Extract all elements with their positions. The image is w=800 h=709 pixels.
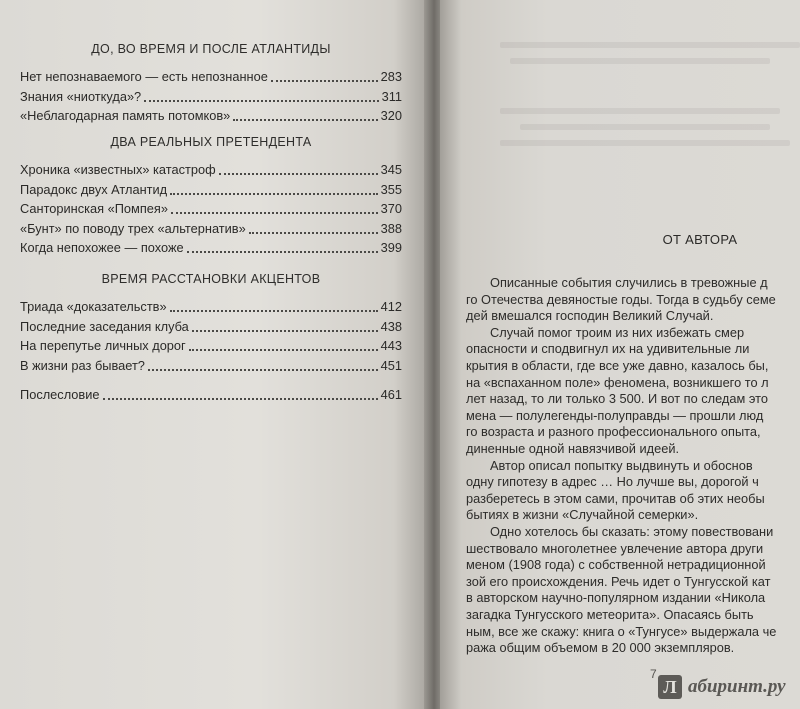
text-line: загадка Тунгусского метеорита». Опасаясь быть bbox=[466, 607, 754, 622]
toc-entry-page: 399 bbox=[380, 240, 402, 255]
toc-entry bbox=[20, 88, 402, 106]
text-line: разберетесь в этом сами, прочитав об этих необы bbox=[466, 490, 765, 506]
toc-entry-page: 345 bbox=[380, 162, 402, 177]
toc-entry bbox=[20, 161, 402, 179]
toc-entry-page: 283 bbox=[380, 69, 402, 84]
toc-entry-title: «Бунт» по поводу трех «альтернатив» bbox=[20, 220, 246, 236]
labirint-watermark bbox=[658, 673, 786, 701]
toc-entry-afterword bbox=[20, 386, 402, 404]
toc-entry-page: 355 bbox=[380, 181, 402, 197]
toc-entry-title: Последние заседания клуба bbox=[20, 318, 189, 334]
leader-dots bbox=[170, 193, 378, 195]
toc-entry-page: 451 bbox=[380, 357, 402, 373]
toc-entry-title: Знания «ниоткуда»? bbox=[20, 88, 142, 104]
toc-entry bbox=[20, 337, 402, 355]
leader-dots bbox=[271, 80, 378, 82]
right-page bbox=[440, 0, 800, 709]
labirint-logo-icon: Л bbox=[658, 675, 682, 699]
leader-dots bbox=[187, 251, 378, 253]
leader-dots bbox=[189, 349, 378, 351]
toc-entry bbox=[20, 318, 402, 336]
toc-entry-page: 320 bbox=[380, 108, 402, 123]
text-line: ража общим объемом в 20 000 экземпляров. bbox=[466, 640, 735, 656]
text-line: дей вмешался господин Великий Случай. bbox=[466, 308, 714, 324]
toc-entry-title: Триада «доказательств» bbox=[20, 299, 167, 314]
text-line: диненные одной навязчивой идеей. bbox=[466, 441, 680, 456]
leader-dots bbox=[171, 212, 378, 214]
text-line: бытиях в жизни «Случайной семерки». bbox=[466, 507, 699, 523]
leader-dots bbox=[249, 232, 378, 234]
toc-section-heading: ДО, ВО ВРЕМЯ И ПОСЛЕ АТЛАНТИДЫ bbox=[91, 42, 331, 56]
bleed-through-text bbox=[500, 108, 780, 114]
toc-entry bbox=[20, 357, 402, 375]
leader-dots bbox=[192, 330, 378, 332]
toc-entry-title: «Неблагодарная память потомков» bbox=[20, 108, 231, 123]
toc-entry-page: 412 bbox=[380, 299, 402, 314]
toc-entry-title: На перепутье личных дорог bbox=[20, 338, 186, 353]
toc-section-heading: ДВА РЕАЛЬНЫХ ПРЕТЕНДЕНТА bbox=[110, 135, 312, 149]
text-line: меном (1908 года) с собственной нетрадиционной bbox=[466, 557, 766, 573]
bleed-through-text bbox=[510, 58, 770, 64]
text-line: зой его происхождения. Речь идет о Тунгусской кат bbox=[466, 573, 771, 589]
text-line: го возраста и разного профессионального опыта, bbox=[466, 424, 761, 440]
text-line: опасности и сподвигнул их на удивительные ли bbox=[466, 341, 750, 357]
leader-dots bbox=[170, 310, 378, 312]
toc-entry-page: 388 bbox=[380, 220, 402, 236]
toc-entry-title: Нет непознаваемого — есть непознанное bbox=[20, 69, 268, 84]
text-line: шествовало многолетнее увлечение автора други bbox=[466, 540, 764, 556]
leader-dots bbox=[233, 119, 377, 121]
text-line: одну гипотезу в адрес … Но лучше вы, дорогой ч bbox=[466, 474, 759, 490]
text-line: крытия в области, где все уже давно, казалось бы, bbox=[466, 358, 769, 373]
text-line: мена — полулегенды-полуправды — прошли люд bbox=[466, 407, 764, 423]
toc-entry-title: Когда непохожее — похоже bbox=[20, 240, 184, 255]
toc-entry-title: Санторинская «Помпея» bbox=[20, 201, 168, 216]
toc-entry-page: 461 bbox=[380, 387, 402, 402]
toc-entry bbox=[20, 239, 402, 257]
toc-entry bbox=[20, 68, 402, 86]
toc-entry-title: Послесловие bbox=[20, 387, 100, 402]
toc-entry-title: Хроника «известных» катастроф bbox=[20, 162, 216, 177]
page-number: 7 bbox=[650, 667, 657, 681]
toc-entry-title: Парадокс двух Атлантид bbox=[20, 181, 168, 197]
leader-dots bbox=[103, 398, 378, 400]
toc-entry bbox=[20, 181, 402, 199]
leader-dots bbox=[148, 369, 378, 371]
text-line: лет назад, то ли только 3 500. И вот по следам это bbox=[466, 391, 768, 407]
text-line: Случай помог троим из них избежать смер bbox=[490, 324, 745, 340]
text-line: Описанные события случились в тревожные д bbox=[490, 275, 768, 290]
leader-dots bbox=[219, 173, 378, 175]
text-line: Автор описал попытку выдвинуть и обоснов bbox=[490, 457, 753, 473]
leader-dots bbox=[144, 100, 378, 102]
toc-entry-title: В жизни раз бывает? bbox=[20, 357, 145, 373]
toc-entry bbox=[20, 298, 402, 316]
toc-entry bbox=[20, 107, 402, 125]
toc-entry-page: 311 bbox=[381, 88, 402, 104]
bleed-through-text bbox=[500, 140, 790, 146]
toc-entry-page: 438 bbox=[380, 318, 402, 334]
text-line: в авторском научно-популярном издании «Никола bbox=[466, 590, 766, 606]
toc-section-heading: ВРЕМЯ РАССТАНОВКИ АКЦЕНТОВ bbox=[101, 272, 321, 286]
toc-entry-page: 443 bbox=[380, 338, 402, 353]
text-line: Одно хотелось бы сказать: этому повествовани bbox=[490, 524, 774, 539]
text-line: на «вспаханном поле» феномена, возникшего то л bbox=[466, 374, 769, 390]
bleed-through-text bbox=[500, 42, 800, 48]
toc-entry bbox=[20, 220, 402, 238]
toc-entry-page: 370 bbox=[380, 201, 402, 216]
section-title: ОТ АВТОРА bbox=[662, 232, 738, 247]
watermark-text: абиринт.ру bbox=[688, 676, 786, 697]
text-line: ным, все же скажу: книга о «Тунгусе» выдержала че bbox=[466, 623, 777, 639]
bleed-through-text bbox=[520, 124, 770, 130]
toc-entry bbox=[20, 200, 402, 218]
text-line: го Отечества девяностые годы. Тогда в судьбу семе bbox=[466, 291, 776, 307]
